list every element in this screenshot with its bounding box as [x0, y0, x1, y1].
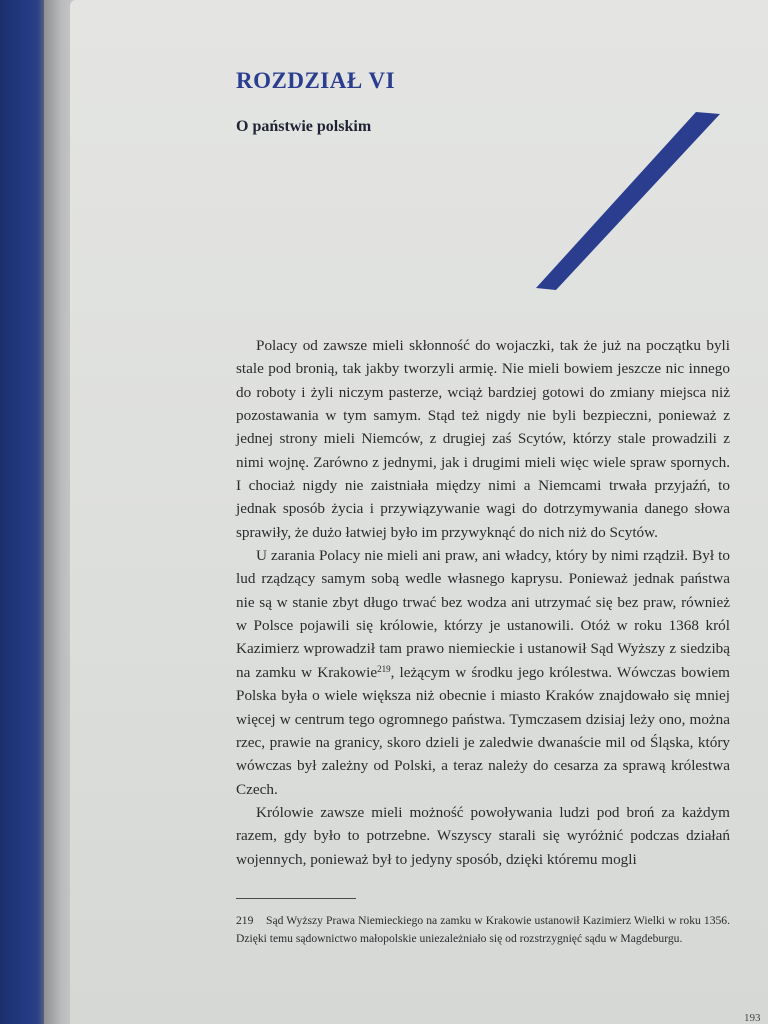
book-cover-edge [0, 0, 44, 1024]
chapter-title: ROZDZIAŁ VI [236, 68, 396, 93]
paragraph [236, 544, 730, 801]
body-text [236, 334, 730, 871]
paragraph-text: , leżącym w środku jego królestwa. Wówczas bowiem Polska była o wiele większa niż obecnie i miasto Kraków znajdowało się mniej więcej w centrum tego ogromnego państwa. Tymczasem dzisiaj leży ono, można rzec, prawie na granicy, skoro dzieli je zaledwie dwanaście mil od Śląska, który wówczas był zależny od Polski, a teraz należy do cesarza za sprawą królestwa Czech. [236, 663, 730, 798]
decorative-slash [536, 112, 720, 290]
footnote-number: 219 [236, 914, 254, 927]
footnote [236, 912, 730, 948]
paragraph-text: U zarania Polacy nie mieli ani praw, ani władcy, który by nimi rządził. Był to lud rządzący samym sobą wedle własnego kaprysu. Ponieważ jednak państwa nie są w stanie zbyt długo trwać bez wodza ani utrzymać się bez praw, również w Polsce pojawili się królowie, którzy je ustanowili. Otóż w roku 1368 król Kazimierz wprowadził tam prawo niemieckie i ustanowił Sąd Wyższy z siedzibą na zamku w Krakowie [236, 547, 730, 681]
paragraph: Królowie zawsze mieli możność powoływania ludzi pod broń za każdym razem, gdy było to potrzebne. Wszyscy starali się wyróżnić podczas działań wojennych, ponieważ był to jedyny sposób, dzięki któremu mogli [236, 803, 730, 868]
page-number: 193 [744, 1012, 761, 1024]
chapter-subtitle: O państwie polskim [236, 118, 372, 135]
footnote-divider [236, 898, 356, 899]
footnote-reference[interactable]: 219 [377, 663, 391, 674]
paragraph: Polacy od zawsze mieli skłonność do wojaczki, tak że już na początku byli stale pod bronią, tak jakby tworzyli armię. Nie mieli bowiem jeszcze nic innego do roboty i żyli niczym pasterze, wciąż bardziej gotowi do zmiany miejsca niż pozostawania w tym samym. Stąd też nigdy nie byli bezpieczni, ponieważ z jednej strony mieli Niemców, z drugiej zaś Scytów, którzy stale prowadzili z nimi wojnę. Zarówno z jednymi, jak i drugimi mieli więc wiele spraw spornych. I chociaż nigdy nie zaistniała między nimi a Niemcami trwała przyjaźń, to jednak sposób życia i przywiązywanie wagi do dotrzymywania danego słowa sprawiły, że dużo łatwiej było im przywyknąć do nich niż do Scytów. [236, 337, 730, 541]
footnote-text: Sąd Wyższy Prawa Niemieckiego na zamku w Krakowie ustanowił Kazimierz Wielki w roku 1356. Dzięki temu sądownictwo małopolskie uniezależniało się od rozstrzygnięć sądu w Magdeburgu. [236, 914, 730, 945]
